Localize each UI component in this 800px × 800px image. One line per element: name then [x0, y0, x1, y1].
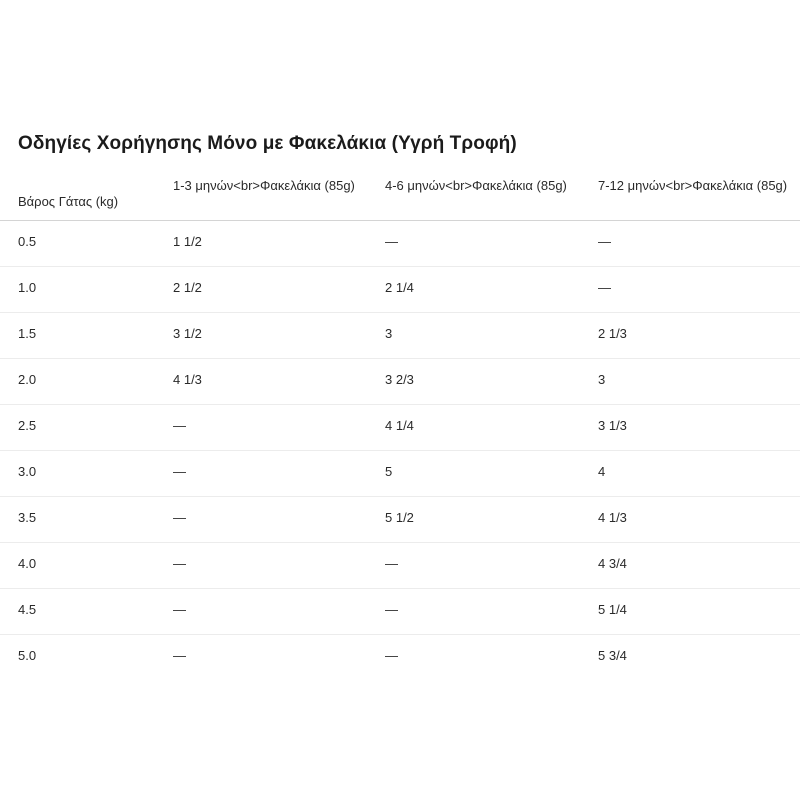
feeding-table — [0, 172, 800, 680]
portion-1-3-cell: — — [173, 648, 186, 663]
portion-4-6-cell: — — [385, 602, 398, 617]
portion-1-3-cell: 3 1/2 — [173, 326, 202, 341]
table-header-row — [0, 172, 800, 221]
table-row — [0, 589, 800, 635]
portion-4-6-cell: 3 2/3 — [385, 372, 414, 387]
portion-4-6-cell: — — [385, 234, 398, 249]
table-row — [0, 497, 800, 543]
weight-cell: 2.5 — [18, 418, 37, 433]
header-7-12-months: 7-12 μηνών<br>Φακελάκια (85g) — [598, 178, 788, 193]
page-title: Οδηγίες Χορήγησης Μόνο με Φακελάκια (Υγρή Τροφή) — [18, 133, 517, 154]
weight-cell: 0.5 — [18, 234, 37, 249]
portion-4-6-cell: 5 — [385, 464, 393, 479]
weight-cell: 5.0 — [18, 648, 37, 663]
portion-7-12-cell: 4 3/4 — [598, 556, 627, 571]
weight-cell: 1.0 — [18, 280, 37, 295]
portion-4-6-cell: — — [385, 556, 398, 571]
portion-7-12-cell: 2 1/3 — [598, 326, 627, 341]
portion-7-12-cell: 3 1/3 — [598, 418, 627, 433]
portion-4-6-cell: 2 1/4 — [385, 280, 414, 295]
portion-1-3-cell: — — [173, 556, 186, 571]
weight-cell: 4.5 — [18, 602, 37, 617]
portion-7-12-cell: 4 — [598, 464, 606, 479]
table-row — [0, 267, 800, 313]
portion-7-12-cell: — — [598, 234, 611, 249]
portion-7-12-cell: 5 1/4 — [598, 602, 627, 617]
weight-cell: 2.0 — [18, 372, 37, 387]
header-1-3-months: 1-3 μηνών<br>Φακελάκια (85g) — [173, 178, 355, 193]
table-row — [0, 543, 800, 589]
weight-cell: 3.5 — [18, 510, 37, 525]
table-row — [0, 221, 800, 267]
table-row — [0, 451, 800, 497]
table-row — [0, 313, 800, 359]
table-row — [0, 405, 800, 451]
portion-7-12-cell: 5 3/4 — [598, 648, 627, 663]
portion-7-12-cell: 3 — [598, 372, 606, 387]
portion-1-3-cell: 2 1/2 — [173, 280, 202, 295]
portion-4-6-cell: — — [385, 648, 398, 663]
header-4-6-months: 4-6 μηνών<br>Φακελάκια (85g) — [385, 178, 567, 193]
portion-1-3-cell: — — [173, 418, 186, 433]
portion-1-3-cell: 4 1/3 — [173, 372, 202, 387]
portion-4-6-cell: 5 1/2 — [385, 510, 414, 525]
portion-1-3-cell: — — [173, 510, 186, 525]
weight-cell: 3.0 — [18, 464, 37, 479]
portion-7-12-cell: 4 1/3 — [598, 510, 627, 525]
weight-cell: 4.0 — [18, 556, 37, 571]
portion-7-12-cell: — — [598, 280, 611, 295]
portion-1-3-cell: 1 1/2 — [173, 234, 202, 249]
header-cat-weight: Βάρος Γάτας (kg) — [18, 194, 119, 209]
table-row — [0, 635, 800, 680]
portion-4-6-cell: 3 — [385, 326, 393, 341]
portion-1-3-cell: — — [173, 602, 186, 617]
table-row — [0, 359, 800, 405]
portion-1-3-cell: — — [173, 464, 186, 479]
weight-cell: 1.5 — [18, 326, 37, 341]
portion-4-6-cell: 4 1/4 — [385, 418, 414, 433]
